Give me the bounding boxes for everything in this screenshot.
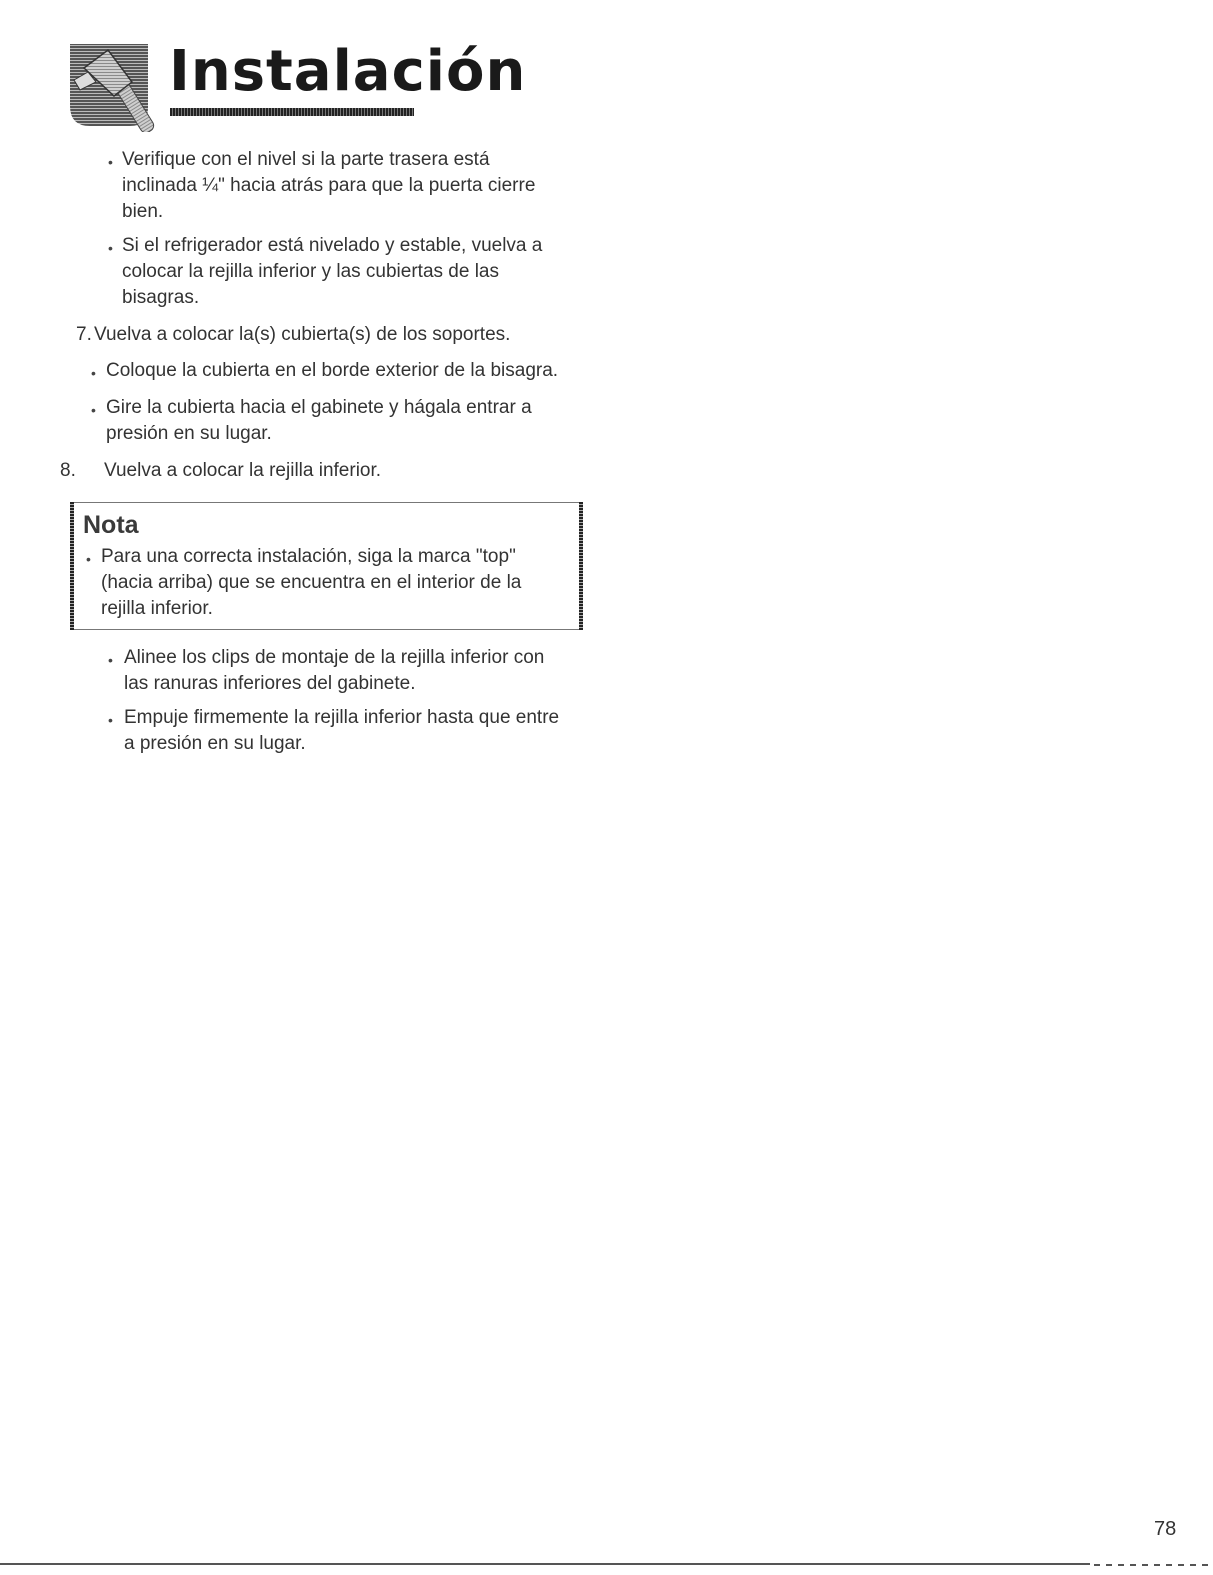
bullet-marker: • (108, 240, 113, 256)
footer-rule (0, 1563, 1090, 1565)
bullet-marker: • (108, 712, 113, 728)
note-box (70, 502, 583, 630)
bullet-marker: • (108, 652, 113, 668)
step-text: Vuelva a colocar la rejilla inferior. (104, 460, 382, 481)
list-item-line: Verifique con el nivel si la parte trasera está (122, 149, 490, 170)
step-text: Vuelva a colocar la(s) cubierta(s) de los soportes. (94, 324, 511, 345)
hammer-icon (66, 42, 162, 132)
list-item-line: bisagras. (122, 287, 200, 308)
list-item-line: inclinada ¼" hacia atrás para que la puerta cierre (122, 175, 536, 196)
list-item-line: colocar la rejilla inferior y las cubiertas de las (122, 261, 499, 282)
step-number: 8. (60, 460, 76, 481)
note-line: Para una correcta instalación, siga la marca "top" (101, 546, 516, 567)
step-number: 7. (76, 324, 92, 345)
note-line: rejilla inferior. (101, 598, 213, 619)
list-item-line: Gire la cubierta hacia el gabinete y hágala entrar a (106, 397, 532, 418)
list-item-line: Coloque la cubierta en el borde exterior de la bisagra. (106, 360, 559, 381)
section-header (66, 30, 527, 136)
list-item-line: a presión en su lugar. (124, 733, 306, 754)
list-item-line: Si el refrigerador está nivelado y estable, vuelva a (122, 235, 543, 256)
page-number: 78 (1154, 1518, 1177, 1540)
bullet-marker: • (108, 154, 113, 170)
bullet-marker: • (86, 551, 91, 567)
bullet-marker: • (91, 402, 96, 418)
title-underline (170, 108, 414, 116)
list-item-line: Alinee los clips de montaje de la rejilla inferior con (124, 647, 545, 668)
bullet-marker: • (91, 365, 96, 381)
footer-dotted-rule (1094, 1564, 1213, 1566)
list-item-line: las ranuras inferiores del gabinete. (124, 673, 416, 694)
page-title: Instalación (169, 39, 527, 104)
list-item-line: bien. (122, 201, 164, 222)
list-item-line: presión en su lugar. (106, 423, 272, 444)
list-item-line: Empuje firmemente la rejilla inferior hasta que entre (124, 707, 560, 728)
note-line: (hacia arriba) que se encuentra en el interior de la (101, 572, 522, 593)
note-title: Nota (83, 511, 139, 539)
